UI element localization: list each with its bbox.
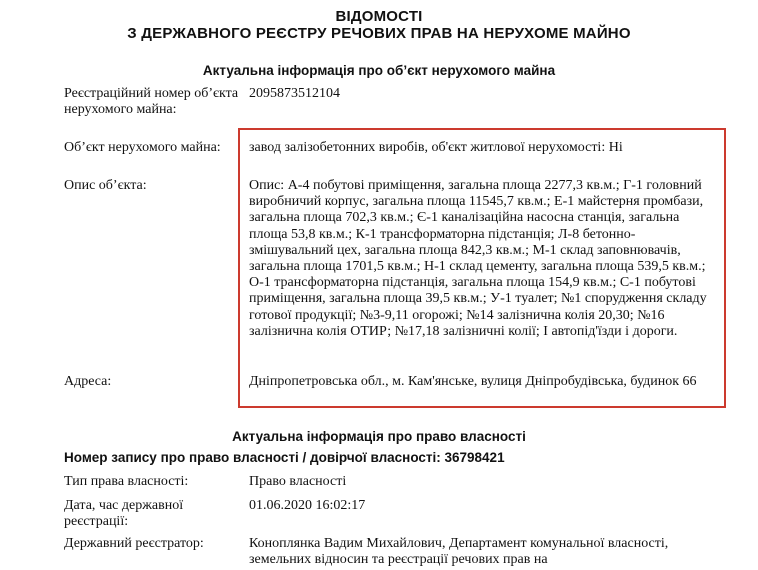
document-subtitle: З ДЕРЖАВНОГО РЕЄСТРУ РЕЧОВИХ ПРАВ НА НЕРУХОМЕ МАЙНО [127, 25, 631, 42]
object-description-label: Опис об’єкта: [64, 178, 147, 193]
ownership-type-value: Право власності [249, 474, 347, 489]
state-registrar-value: Коноплянка Вадим Михайлович, Департамент комунальної власності, земельних відносин та реєстрації речових прав на [249, 536, 669, 568]
registration-date-value: 01.06.2020 16:02:17 [249, 498, 366, 513]
property-object-value: завод залізобетонних виробів, об'єкт житлової нерухомості: Ні [249, 140, 623, 155]
document-title: ВІДОМОСТІ [335, 8, 423, 25]
ownership-section-heading: Актуальна інформація про право власності [232, 429, 526, 444]
registration-date-label: Дата, час державної реєстрації: [64, 498, 184, 529]
registration-number-value: 2095873512104 [249, 86, 340, 101]
address-value: Дніпропетровська обл., м. Кам'янське, вулиця Дніпробудівська, будинок 66 [249, 374, 697, 389]
object-section-heading: Актуальна інформація про об’єкт нерухомого майна [202, 63, 556, 78]
state-registrar-label: Державний реєстратор: [64, 536, 204, 551]
ownership-type-label: Тип права власності: [64, 474, 189, 489]
property-object-label: Об’єкт нерухомого майна: [64, 140, 221, 155]
ownership-record-number: Номер запису про право власності / довірчої власності: 36798421 [64, 450, 505, 465]
registration-number-label: Реєстраційний номер об’єкта нерухомого майна: [64, 86, 239, 117]
object-description-value: Опис: А-4 побутові приміщення, загальна площа 2277,3 кв.м.; Г-1 головний виробничий корпус, загальна площа 11545,7 кв.м.; Е-1 майстерня промбази, загальна площа 702,3 кв.м.; Є-1 каналізаційна насосна станція, загальна площа 53,8 кв.м.; К-1 трансформаторна підстанція; Л-8 бетонно-змішувальний цех, загальна площа 842,3 кв.м.; М-1 склад заповнювачів, загальна площа 1701,5 кв.м.; Н-1 склад цементу, загальна площа 539,5 кв.м.; О-1 трансформаторна підстанція, загальна площа 154,9 кв.м.; С-1 побутові приміщення, загальна площа 39,5 кв.м.; У-1 туалет; №1 спорудження складу готової продукції; №3-9,11 огорожі; №14 залізнична колія 20,30; №16 залізнична колія ОТИР; №17,18 залізничні колії; І автопід'їзди і дороги. [249, 178, 707, 339]
address-label: Адреса: [64, 374, 112, 389]
